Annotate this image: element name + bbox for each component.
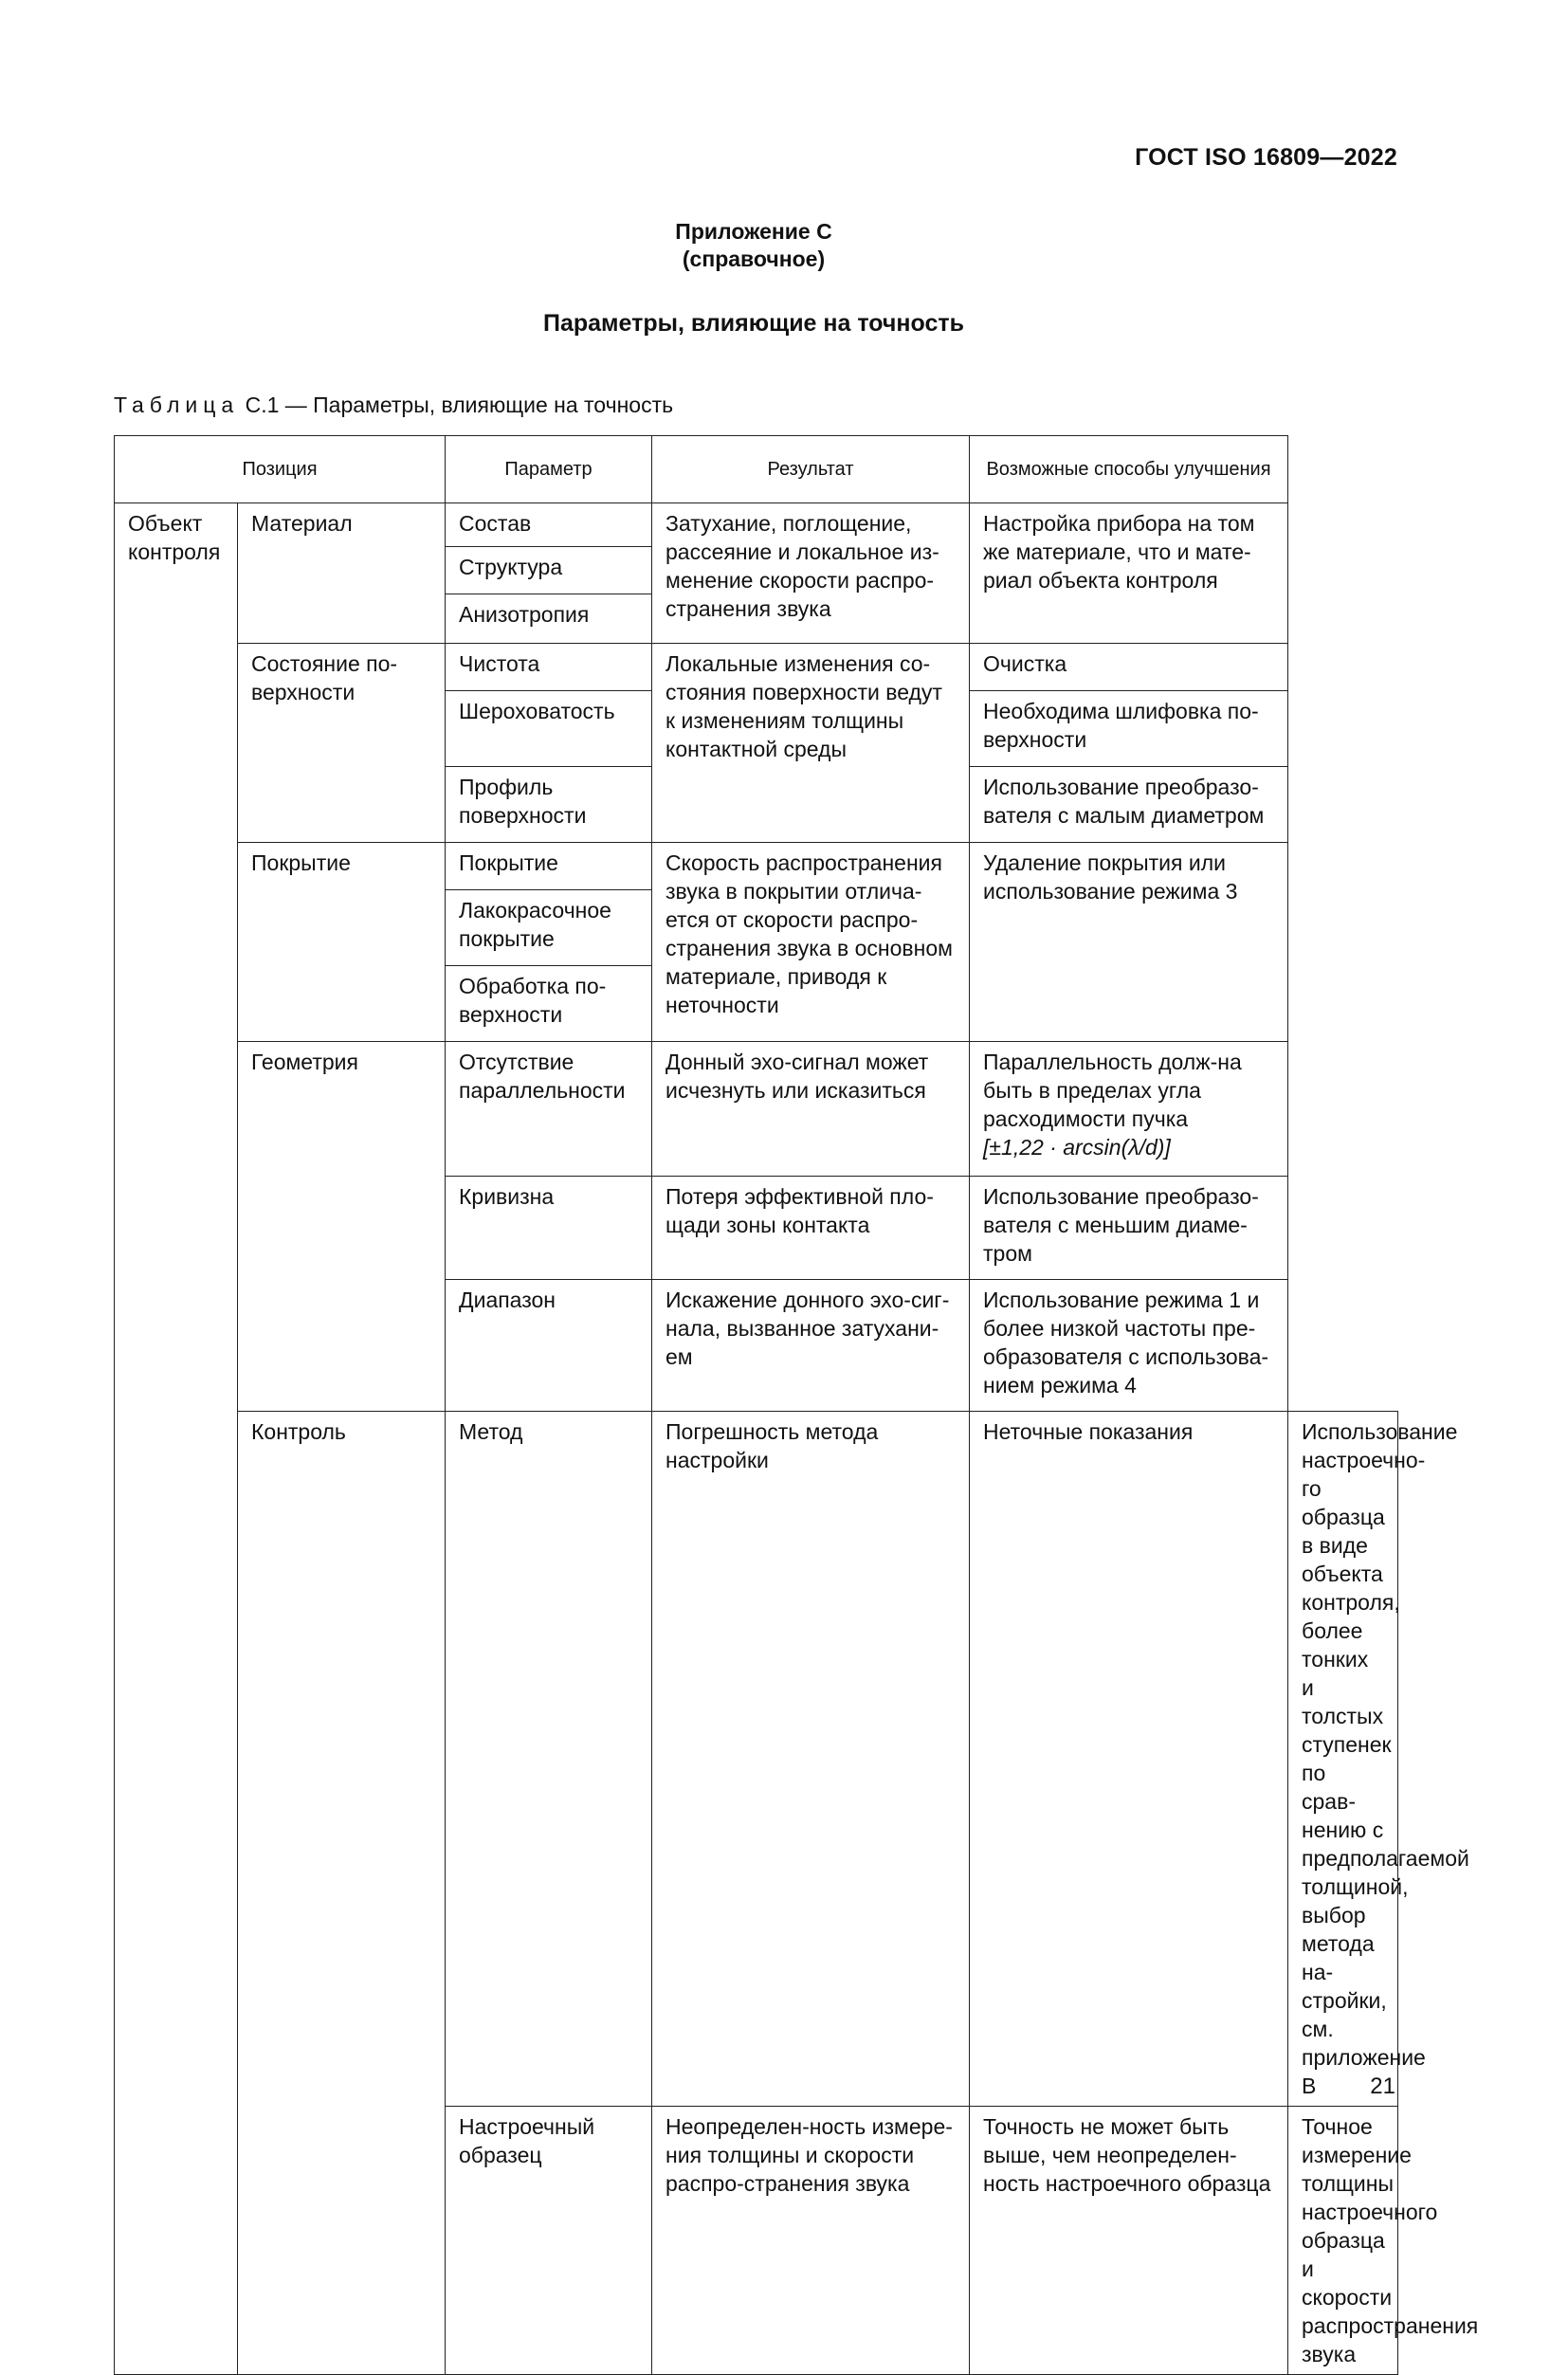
improvement-cell <box>970 1042 1288 1177</box>
result-cell: Неточные показания <box>970 1412 1288 2107</box>
parameter-cell: Профиль поверхности <box>446 767 652 843</box>
parameter-cell: Чистота <box>446 644 652 691</box>
result-cell: Точность не может быть выше, чем неопределен-ность настроечного образца <box>970 2107 1288 2375</box>
header-improvement: Возможные способы улучшения <box>970 436 1288 503</box>
section-title: Параметры, влияющие на точность <box>543 310 964 337</box>
result-cell: Искажение донного эхо-сиг-нала, вызванное затухани-ем <box>652 1280 970 1412</box>
improvement-cell: Необходима шлифовка по-верхности <box>970 691 1288 767</box>
header-position: Позиция <box>115 436 446 503</box>
parameter-cell: Кривизна <box>446 1177 652 1280</box>
parameter-cell: Отсутствие параллельности <box>446 1042 652 1177</box>
parameter-cell: Покрытие <box>446 843 652 890</box>
parameter-cell: Состав <box>446 503 652 547</box>
improvement-cell: Настройка прибора на том же материале, что и мате-риал объекта контроля <box>970 503 1288 644</box>
improvement-cell: Удаление покрытия или использование режима 3 <box>970 843 1288 1042</box>
subgroup-cell: Состояние по-верхности <box>238 644 446 843</box>
document-id: ГОСТ ISO 16809—2022 <box>1135 144 1397 171</box>
table-caption <box>114 393 673 418</box>
subgroup-cell: Материал <box>238 503 446 644</box>
header-parameter: Параметр <box>446 436 652 503</box>
appendix-subtitle: (справочное) <box>682 247 826 271</box>
appendix-title: Приложение С <box>675 219 832 244</box>
subgroup-cell: Метод <box>446 1412 652 2107</box>
result-cell: Донный эхо-сигнал может исчезнуть или исказиться <box>652 1042 970 1177</box>
table-row <box>115 644 1398 691</box>
divergence-formula: [±1,22 · arcsin(λ/d)] <box>983 1135 1171 1160</box>
improvement-cell: Очистка <box>970 644 1288 691</box>
header-result: Результат <box>652 436 970 503</box>
parameter-cell: Погрешность метода настройки <box>652 1412 970 2107</box>
result-cell: Скорость распространения звука в покрытии отлича-ется от скорости распро-странения звука в основном материале, приводя к неточности <box>652 843 970 1042</box>
parameter-cell: Анизотропия <box>446 594 652 644</box>
result-cell: Затухание, поглощение, рассеяние и локальное из-менение скорости распро-странения звука <box>652 503 970 644</box>
improvement-cell: Использование преобразо-вателя с меньшим диаме-тром <box>970 1177 1288 1280</box>
subgroup-cell: Геометрия <box>238 1042 446 1412</box>
parameter-cell: Неопределен-ность измере-ния толщины и скорости распро-странения звука <box>652 2107 970 2375</box>
parameter-cell: Лакокрасочное покрытие <box>446 890 652 966</box>
table-header-row <box>115 436 1398 503</box>
result-cell: Локальные изменения со-стояния поверхности ведут к изменениям толщины контактной среды <box>652 644 970 843</box>
group-cell: Объект контроля <box>115 503 238 2375</box>
parameters-table <box>114 435 1479 2375</box>
appendix-heading <box>0 218 1507 273</box>
subgroup-cell: Покрытие <box>238 843 446 1042</box>
table-caption-label: Таблица <box>114 393 240 417</box>
subgroup-cell: Настроечный образец <box>446 2107 652 2375</box>
improvement-cell: Использование преобразо-вателя с малым диаметром <box>970 767 1288 843</box>
improvement-cell: Использование режима 1 и более низкой частоты пре-образователя с использова-нием режима 4 <box>970 1280 1288 1412</box>
improvement-cell: Использование настроечно-го образца в виде объекта контроля, более тонких и толстых ступенек по срав-нению с предполагаемой толщиной, выбор метода на-стройки, см. приложение В <box>1288 1412 1398 2107</box>
page-number: 21 <box>1370 2074 1395 2099</box>
improvement-cell: Точное измерение толщины настроечного образца и скорости распространения звука <box>1288 2107 1398 2375</box>
parameter-cell: Шероховатость <box>446 691 652 767</box>
result-cell: Потеря эффективной пло-щади зоны контакта <box>652 1177 970 1280</box>
table-row <box>115 503 1398 547</box>
improvement-text: Параллельность долж-на быть в пределах угла расходимости пучка <box>983 1050 1242 1131</box>
parameter-cell: Структура <box>446 547 652 594</box>
parameter-cell: Обработка по-верхности <box>446 966 652 1042</box>
parameter-cell: Диапазон <box>446 1280 652 1412</box>
table-row <box>115 1042 1398 1177</box>
table-row <box>115 843 1398 890</box>
table-caption-text: С.1 — Параметры, влияющие на точность <box>245 393 674 417</box>
table-row <box>115 1412 1398 2107</box>
group-cell: Контроль <box>238 1412 446 2375</box>
